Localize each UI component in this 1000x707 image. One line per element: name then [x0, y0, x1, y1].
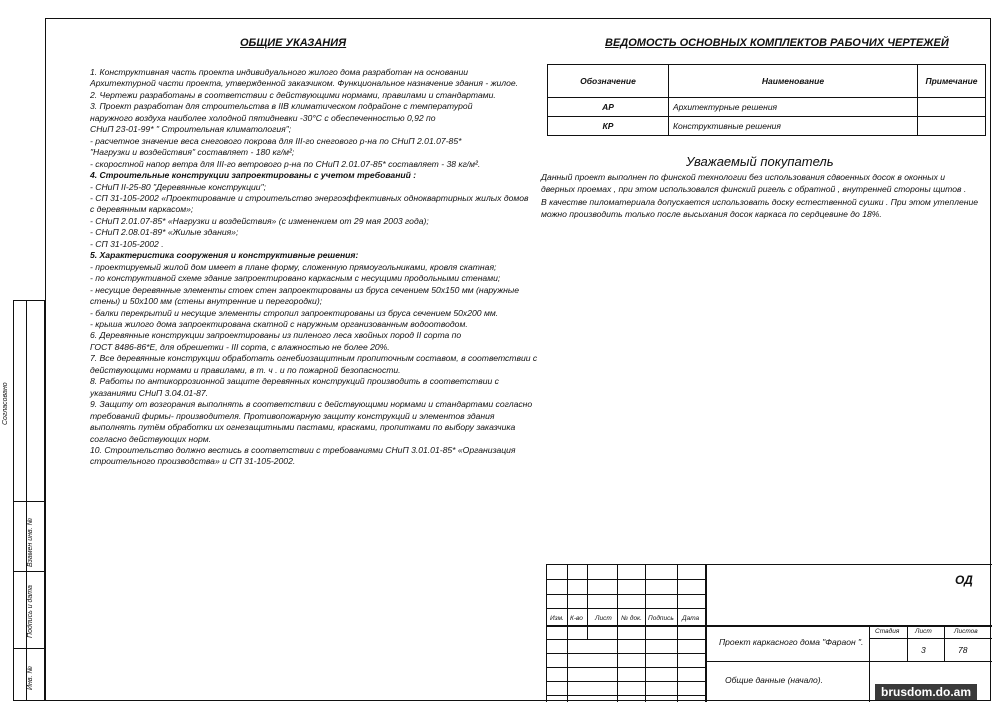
note-line: - СП 31-105-2002 «Проектирование и строительство энергоэффективных одноквартирных жилых домов [90, 192, 529, 203]
spec-name: Архитектурные решения [669, 98, 918, 117]
note-line: наружного воздуха наиболее холодной пятидневки -30°С с обеспеченностью 0,92 по [90, 112, 436, 123]
note-line: - СП 31-105-2002 . [90, 238, 164, 249]
note-line: 7. Все деревянные конструкции обработать огнебиозащитным пропиточным составом, в соответствии с [90, 353, 538, 364]
side-label-signature: Подпись и дата [27, 585, 34, 638]
side-label-replaced: Взамен инв. № [27, 517, 34, 567]
note-line: действующими нормами и правилами, в т. ч . и по пожарной безопасности. [90, 364, 401, 375]
note-line: 8. Работы по антикоррозионной защите деревянных конструкций производить в соответствии с [90, 376, 499, 387]
note-line: указаниями СНиП 3.04.01-87. [90, 387, 209, 398]
stamp-sheets: 78 [958, 645, 968, 655]
table-row [548, 117, 986, 136]
notes-title: ОБЩИЕ УКАЗАНИЯ [240, 37, 347, 49]
note-line: стены) и 50х100 мм (стены внутренние и перегородки); [90, 296, 323, 307]
note-line: - по конструктивной схеме здание запроектировано каркасным с несущими продольными стенами; [90, 273, 501, 284]
note-line: 4. Строительные конструкции запроектированы с учетом требований : [90, 170, 417, 181]
note-line: 1. Конструктивная часть проекта индивидуального жилого дома разработан на основании [90, 67, 469, 77]
buyer-line: В качестве пиломатериала допускается использовать доску естественной сушки . При этом утепление [541, 196, 979, 207]
note-line: 2. Чертежи разработаны в соответствии с действующими нормами, правилами и стандартами. [90, 89, 496, 100]
note-line: - проектируемый жилой дом имеет в плане форму, сложенную прямоугольниками, кровля скатная; [90, 261, 497, 272]
note-line: с деревянным каркасом»; [90, 204, 194, 215]
buyer-line: можно производить только после высыхания досок каркаса по сердцевине до 18%. [541, 208, 882, 219]
stamp-sheet-label: Лист [915, 628, 932, 635]
spec-header-name: Наименование [669, 65, 918, 98]
note-line: 5. Характеристика сооружения и конструктивные решения: [90, 250, 359, 261]
stamp-col-kvo: К-во [570, 615, 583, 622]
title-block [546, 564, 992, 702]
side-label-agreed: Согласовано [2, 382, 9, 425]
stamp-col-list: Лист [595, 615, 612, 622]
notes-list [90, 67, 538, 468]
note-line: строительного производства» и СП 31-105-2002. [90, 456, 296, 467]
buyer-line: дверных проемах , при этом использовался финский ригель с обратной , внутренней стороны щитов . [541, 184, 967, 195]
note-line: 6. Деревянные конструкции запроектированы из пиленого леса хвойных пород II сорта по [90, 330, 462, 341]
note-line: выполнять путём обработки их огнезащитными пастами, красками, пропитками по выбору заказчика [90, 422, 516, 433]
note-line: требований фирмы- производителя. Противопожарную защиту конструкций и элементов здания [90, 410, 495, 421]
note-line: - крыша жилого дома запроектирована скатной с наружным организованным водоотводом. [90, 318, 468, 329]
spec-note [918, 117, 986, 136]
spec-title: ВЕДОМОСТЬ ОСНОВНЫХ КОМПЛЕКТОВ РАБОЧИХ ЧЕРТЕЖЕЙ [605, 37, 949, 49]
spec-header-code: Обозначение [548, 65, 669, 98]
buyer-line: Данный проект выполнен по финской технологии без использования сдвоенных досок в оконных и [541, 172, 946, 182]
note-line: ГОСТ 8486-86*Е, для обрешетки - III сорта, с влажностью не более 20%. [90, 341, 390, 352]
note-line: СНиП 23-01-99* " Строительная климатология"; [90, 124, 292, 135]
note-line: - балки перекрытий и несущие элементы стропил запроектированы из бруса сечением 50х200 мм. [90, 307, 499, 318]
note-line: 3. Проект разработан для строительства в IIВ климатическом подрайоне с температурой [90, 101, 473, 112]
spec-code: АР [548, 98, 669, 117]
side-label-inv: Инв. № [27, 666, 34, 690]
spec-table [547, 64, 986, 136]
table-row [548, 98, 986, 117]
note-line: - расчетное значение веса снегового покрова для III-го снегового р-на по СНиП 2.01.07-85* [90, 135, 462, 146]
stamp-stage-label: Стадия [875, 628, 900, 635]
spec-header-note: Примечание [918, 65, 986, 98]
stamp-col-doc: № док. [621, 615, 642, 622]
stamp-project: Проект каркасного дома "Фараон ". [719, 637, 864, 647]
spec-code: КР [548, 117, 669, 136]
note-line: Архитектурной части проекта, утвержденной заказчиком. Функциональное назначение здания - жилое. [90, 78, 519, 89]
note-line: - СНиП 2.01.07-85* «Нагрузки и воздействия» (с изменением от 29 мая 2003 года); [90, 215, 429, 226]
stamp-col-izm: Изм. [550, 615, 564, 622]
note-line: 9. Защиту от возгорания выполнять в соответствии с действующими нормами и стандартами согласно [90, 399, 533, 410]
note-line: 10. Строительство должно вестись в соответствии с требованиями СНиП 3.01.01-85* «Организация [90, 444, 516, 455]
stamp-sheets-label: Листов [954, 628, 978, 635]
stamp-doc-title: Общие данные (начало). [725, 675, 823, 685]
watermark: brusdom.do.am [875, 684, 977, 700]
buyer-text [541, 171, 981, 220]
buyer-title: Уважаемый покупатель [686, 154, 834, 169]
note-line: - СНиП 2.08.01-89* «Жилые здания»; [90, 227, 239, 238]
note-line: - СНиП II-25-80 "Деревянные конструкции"; [90, 181, 267, 192]
spec-note [918, 98, 986, 117]
note-line: согласно действующих норм. [90, 433, 212, 444]
note-line: - несущие деревянные элементы стоек стен запроектированы из бруса сечением 50х150 мм (наружные [90, 284, 520, 295]
side-stamp [13, 300, 45, 701]
stamp-sheet: 3 [921, 645, 926, 655]
note-line: "Нагрузки и воздействия" составляет - 180 кг/м²; [90, 147, 295, 158]
stamp-code: ОД [955, 573, 973, 587]
spec-name: Конструктивные решения [669, 117, 918, 136]
note-line: - скоростной напор ветра для III-го ветрового р-на по СНиП 2.01.07-85* составляет - 38 кг/м². [90, 158, 481, 169]
stamp-col-date: Дата [682, 615, 700, 622]
stamp-col-sign: Подпись [648, 615, 674, 622]
